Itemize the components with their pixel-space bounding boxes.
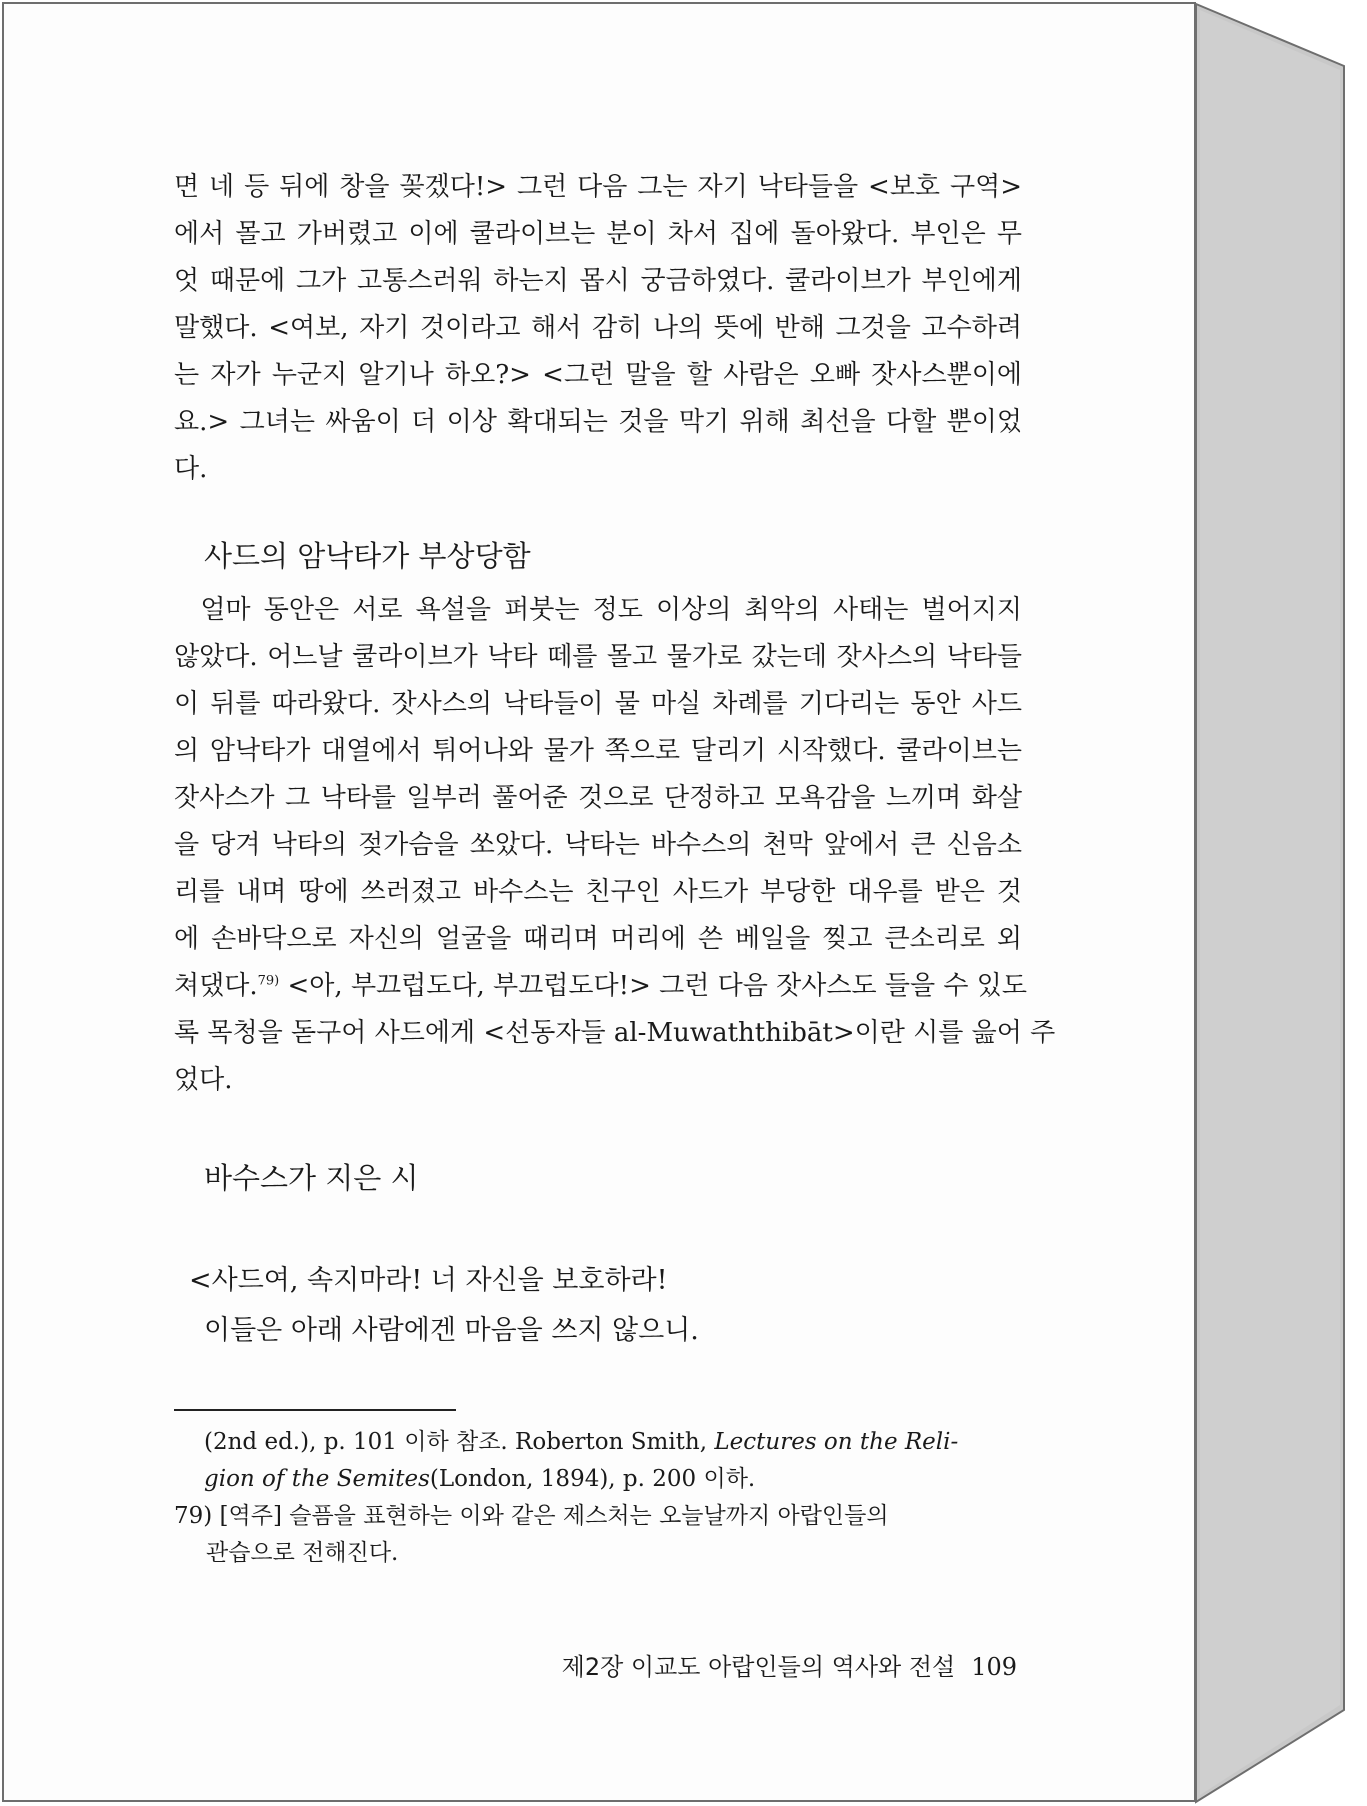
text-line: 에서 몰고 가버렸고 이에 쿨라이브는 분이 차서 집에 돌아왔다. 부인은 무 [174, 219, 1022, 249]
running-footer [562, 1647, 1017, 1682]
footnote-line: 관습으로 전해진다. [206, 1540, 399, 1566]
poem-line: <사드여, 속지마라! 너 자신을 보호하라! [189, 1265, 668, 1296]
footnote-divider [174, 1409, 456, 1411]
text-line: 말했다. <여보, 자기 것이라고 해서 감히 나의 뜻에 반해 그것을 고수하려 [174, 313, 1022, 343]
book-title-text: gion of the Semites [204, 1466, 430, 1492]
chapter-title: 제2장 이교도 아랍인들의 역사와 전설 [561, 1653, 956, 1681]
text-segment: 쳐댔다. [174, 971, 258, 1001]
text-line: 는 자가 누군지 알기나 하오?> <그런 말을 할 사람은 오빠 잣사스뿐이에 [174, 360, 1022, 390]
text-line: 었다. [174, 1065, 233, 1095]
page-number: 109 [971, 1653, 1017, 1681]
text-line [174, 963, 1027, 1010]
footnote-line [204, 1424, 1019, 1461]
text-line: 잣사스가 그 낙타를 일부러 풀어준 것으로 단정하고 모욕감을 느끼며 화살 [174, 783, 1022, 813]
section-heading: 바수스가 지은 시 [204, 1161, 419, 1195]
book-page [2, 2, 1196, 1802]
paragraph-camel-wounded [174, 587, 1056, 1104]
text-segment: (2nd ed.), p. 101 이하 참조. Roberton Smith, [204, 1429, 715, 1455]
text-line: 록 목청을 돋구어 사드에게 <선동자들 al-Muwaththibāt>이란 시를 읊어 주 [174, 1018, 1056, 1048]
paragraph-opening [174, 164, 1022, 493]
poem-line: 이들은 아래 사람에겐 마음을 쓰지 않으니. [204, 1315, 699, 1346]
text-line: 을 당겨 낙타의 젖가슴을 쏘았다. 낙타는 바수스의 천막 앞에서 큰 신음소 [174, 830, 1022, 860]
text-line: 요.> 그녀는 싸움이 더 이상 확대되는 것을 막기 위해 최선을 다할 뿐이었 [174, 407, 1022, 437]
text-segment: (London, 1894), p. 200 이하. [429, 1466, 756, 1492]
text-line: 다. [174, 454, 208, 484]
text-line: 의 암낙타가 대열에서 튀어나와 물가 쪽으로 달리기 시작했다. 쿨라이브는 [174, 736, 1022, 766]
footnote-79 [174, 1498, 989, 1572]
section-heading: 사드의 암낙타가 부상당함 [204, 539, 531, 573]
footnote-line [204, 1461, 1019, 1498]
text-line: 에 손바닥으로 자신의 얼굴을 때리며 머리에 쓴 베일을 찢고 큰소리로 외 [174, 924, 1022, 954]
text-line: 면 네 등 뒤에 창을 꽂겠다!> 그런 다음 그는 자기 낙타들을 <보호 구역> [174, 172, 1022, 202]
text-line: 엇 때문에 그가 고통스러워 하는지 몹시 궁금하였다. 쿨라이브가 부인에게 [174, 266, 1022, 296]
book-title-text: Lectures on the Reli- [714, 1429, 959, 1455]
footnote-reference[interactable]: 79) [257, 973, 280, 989]
text-line: 얼마 동안은 서로 욕설을 퍼붓는 정도 이상의 최악의 사태는 벌어지지 [174, 595, 1022, 625]
footnote-continued [204, 1424, 1019, 1498]
text-line: 이 뒤를 따라왔다. 잣사스의 낙타들이 물 마실 차례를 기다리는 동안 사드 [174, 689, 1022, 719]
text-line: 않았다. 어느날 쿨라이브가 낙타 떼를 몰고 물가로 갔는데 잣사스의 낙타들 [174, 642, 1022, 672]
text-line: 리를 내며 땅에 쓰러졌고 바수스는 친구인 사드가 부당한 대우를 받은 것 [174, 877, 1022, 907]
poem-quote [189, 1256, 699, 1356]
text-segment: <아, 부끄럽도다, 부끄럽도다!> 그런 다음 잣사스도 들을 수 있도 [279, 971, 1027, 1001]
footnote-line: 79) [역주] 슬픔을 표현하는 이와 같은 제스처는 오늘날까지 아랍인들의 [174, 1503, 889, 1529]
